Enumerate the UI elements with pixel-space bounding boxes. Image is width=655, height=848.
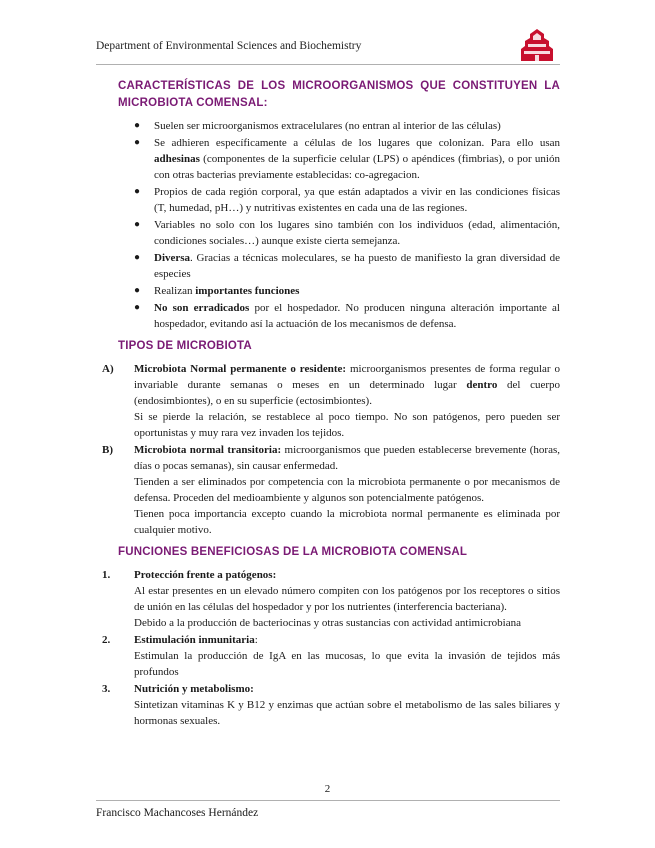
paragraph: Debido a la producción de bacteriocinas y otras sustancias con actividad antimicrobiana xyxy=(134,617,521,629)
document-body xyxy=(102,78,561,730)
list-item: ● Diversa. Gracias a técnicas moleculares, se ha puesto de manifiesto la gran diversidad de especies xyxy=(134,252,560,280)
page-footer-author: Francisco Machancoses Hernández xyxy=(96,807,259,819)
item-marker: B) xyxy=(102,444,113,456)
list-item: ● Se adhieren específicamente a células de los lugares que colonizan. Para ello usan adhesinas (componentes de la superficie celular (LPS) o apéndices (fimbrias), o por unión con otras bacterias previamente establecidas: co-agregacion. xyxy=(134,137,560,181)
caracteristicas-list xyxy=(118,118,560,332)
list-item: ● No son erradicados por el hospedador. No producen ninguna alteración importante al hospedador, evitando así la actuación de los mecanismos de defensa. xyxy=(134,302,560,330)
bullet-icon: ● xyxy=(134,219,141,230)
bullet-icon: ● xyxy=(134,137,141,148)
funcion-item-3: 3. Nutrición y metabolismo: Sintetizan vitaminas K y B12 y enzimas que actúan sobre el metabolismo de las sales biliares y hormonas sexuales. xyxy=(102,683,560,727)
funcion-item-1: 1. Protección frente a patógenos: Al estar presentes en un elevado número compiten con los patógenos por los receptores o sitios de unión en las células del hospedador y por los nutrientes (interferencia bacteriana). Debido a la producción de bacteriocinas y otras sustancias con actividad antimicrobiana xyxy=(102,569,560,629)
item-marker: A) xyxy=(102,363,114,375)
section-title-tipos: TIPOS DE MICROBIOTA xyxy=(118,340,252,352)
bullet-icon: ● xyxy=(134,302,141,313)
item-marker: 1. xyxy=(102,569,111,581)
list-item: ● Propios de cada región corporal, ya que están adaptados a vivir en las condiciones físicas (T, humedad, pH…) y nutritivas existentes en cada una de las regiones. xyxy=(134,186,560,214)
paragraph: Tienden a ser eliminados por competencia con la microbiota permanente o por mecanismos de defensa. Proceden del medioambiente y algunos son potencialmente patógenos. xyxy=(134,476,560,504)
list-item: ● Variables no solo con los lugares sino también con los individuos (edad, alimentación, condiciones sociales…) aunque existe cierta semejanza. xyxy=(134,219,560,247)
item-marker: 2. xyxy=(102,634,111,646)
section-title-caracteristicas: CARACTERÍSTICAS DE LOS MICROORGANISMOS QUE CONSTITUYEN LA MICROBIOTA COMENSAL: xyxy=(118,80,560,109)
university-crest-icon xyxy=(519,28,555,62)
bullet-icon: ● xyxy=(134,186,141,197)
page-number: 2 xyxy=(324,783,331,795)
page-header: Department of Environmental Sciences and Biochemistry xyxy=(96,40,362,52)
footer-divider xyxy=(96,800,560,801)
paragraph: Tienen poca importancia excepto cuando la microbiota normal permanente es eliminada por cualquier motivo. xyxy=(134,508,560,536)
paragraph: Sintetizan vitaminas K y B12 y enzimas que actúan sobre el metabolismo de las sales biliares y hormonas sexuales. xyxy=(134,699,560,727)
header-divider xyxy=(96,64,560,65)
item-marker: 3. xyxy=(102,683,111,695)
bullet-icon: ● xyxy=(134,285,141,296)
paragraph: Estimulan la producción de IgA en las mucosas, lo que evita la invasión de tejidos más profundos xyxy=(134,650,560,678)
paragraph: Si se pierde la relación, se restablece al poco tiempo. No son patógenos, pero pueden ser oportunistas y muy rara vez invaden los tejidos. xyxy=(134,411,560,439)
bullet-icon: ● xyxy=(134,120,141,131)
section-title-funciones: FUNCIONES BENEFICIOSAS DE LA MICROBIOTA COMENSAL xyxy=(118,546,468,558)
bullet-icon: ● xyxy=(134,252,141,263)
tipo-item-b: B) Microbiota normal transitoria: microorganismos que pueden establecerse brevemente (horas, días o pocas semanas), sin causar enfermedad. Tienden a ser eliminados por competencia con la microbiota permanente o por mecanismos de defensa. Proceden del medioambiente y algunos son potencialmente patógenos. Tienen poca importancia excepto cuando la microbiota normal permanente es eliminada por cualquier motivo. xyxy=(102,444,561,536)
tipo-item-a: A) Microbiota Normal permanente o residente: microorganismos presentes de forma regular o invariable durante semanas o meses en un determinado lugar dentro del cuerpo (endosimbiontes), o en su superficie (ectosimbiontes). Si se pierde la relación, se restablece al poco tiempo. No son patógenos, pero pueden ser oportunistas y muy rara vez invaden los tejidos. xyxy=(102,363,560,439)
funcion-item-2: 2. Estimulación inmunitaria: Estimulan la producción de IgA en las mucosas, lo que evita la invasión de tejidos más profundos xyxy=(102,634,560,678)
list-item: ● Suelen ser microorganismos extracelulares (no entran al interior de las células) xyxy=(134,120,501,132)
list-item: ● Realizan importantes funciones xyxy=(134,285,300,297)
paragraph: Al estar presentes en un elevado número compiten con los patógenos por los receptores o sitios de unión en las células del hospedador y por los nutrientes (interferencia bacteriana). xyxy=(134,585,560,613)
